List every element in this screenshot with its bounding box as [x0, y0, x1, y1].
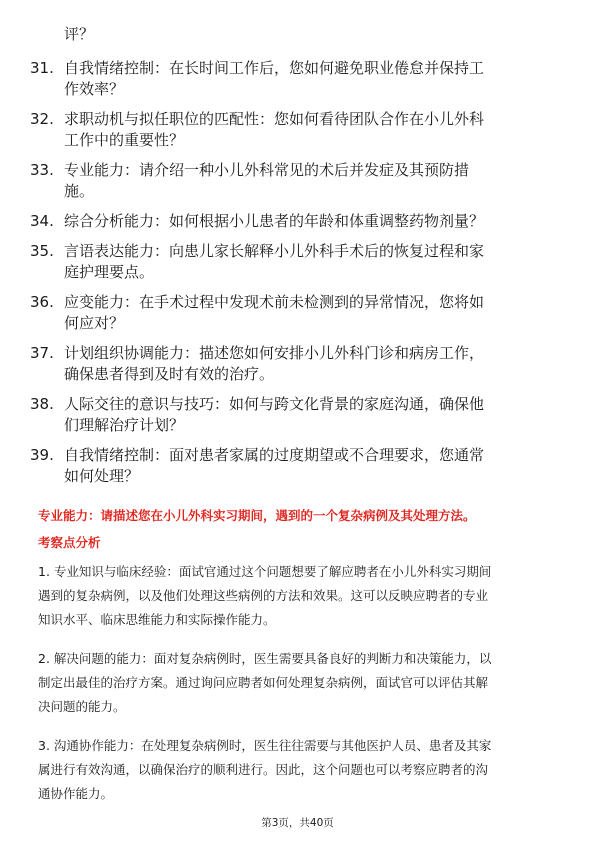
question-text: 自我情绪控制：面对患者家属的过度期望或不合理要求，您通常 如何处理？	[64, 446, 485, 485]
question-text: 综合分析能力：如何根据小儿患者的年龄和体重调整药物剂量？	[64, 212, 485, 230]
analysis-point-2: 2. 解决问题的能力：面对复杂病例时，医生需要具备良好的判断力和决策能力，以 制定出最佳的治疗方案。通过询问应聘者如何处理复杂病例，面试官可以评估其解 决问题的能力。	[38, 651, 492, 714]
analysis-point-3: 3. 沟通协作能力：在处理复杂病例时，医生往往需要与其他医护人员、患者及其家 属进行有效沟通，以确保治疗的顺利进行。因此，这个问题也可以考察应聘者的沟 通协作能力。	[38, 738, 492, 801]
question-text: 专业能力：请介绍一种小儿外科常见的术后并发症及其预防措 施。	[64, 161, 470, 200]
question-number: 37.	[30, 344, 54, 362]
question-number: 32.	[30, 110, 54, 128]
analysis-heading: 考察点分析	[38, 535, 101, 550]
question-text: 言语表达能力：向患儿家长解释小儿外科手术后的恢复过程和家 庭护理要点。	[64, 242, 485, 281]
question-number: 35.	[30, 242, 54, 260]
question-number: 39.	[30, 446, 54, 464]
analysis-point-1: 1. 专业知识与临床经验：面试官通过这个问题想要了解应聘者在小儿外科实习期间 遇到的复杂病例，以及他们处理这些病例的方法和效果。这可以反映应聘者的专业 知识水平、临床思维能力和实际操作能力。	[38, 564, 492, 627]
page-number-footer: 第3页，共40页	[261, 817, 334, 829]
question-text: 自我情绪控制：在长时间工作后，您如何避免职业倦怠并保持工 作效率？	[64, 59, 485, 98]
question-text: 应变能力：在手术过程中发现术前未检测到的异常情况，您将如 何应对？	[64, 293, 485, 332]
question-text: 评？	[64, 25, 95, 43]
question-number: 38.	[30, 395, 54, 413]
question-number: 31.	[30, 59, 54, 77]
question-number: 34.	[30, 212, 54, 230]
question-text: 人际交往的意识与技巧：如何与跨文化背景的家庭沟通，确保他 们理解治疗计划？	[64, 395, 485, 434]
question-number: 36.	[30, 293, 54, 311]
question-number: 33.	[30, 161, 54, 179]
question-text: 计划组织协调能力：描述您如何安排小儿外科门诊和病房工作， 确保患者得到及时有效的治疗。	[64, 344, 485, 383]
question-text: 求职动机与拟任职位的匹配性：您如何看待团队合作在小儿外科 工作中的重要性？	[64, 110, 485, 149]
highlighted-question-title: 专业能力：请描述您在小儿外科实习期间，遇到的一个复杂病例及其处理方法。	[38, 508, 476, 523]
